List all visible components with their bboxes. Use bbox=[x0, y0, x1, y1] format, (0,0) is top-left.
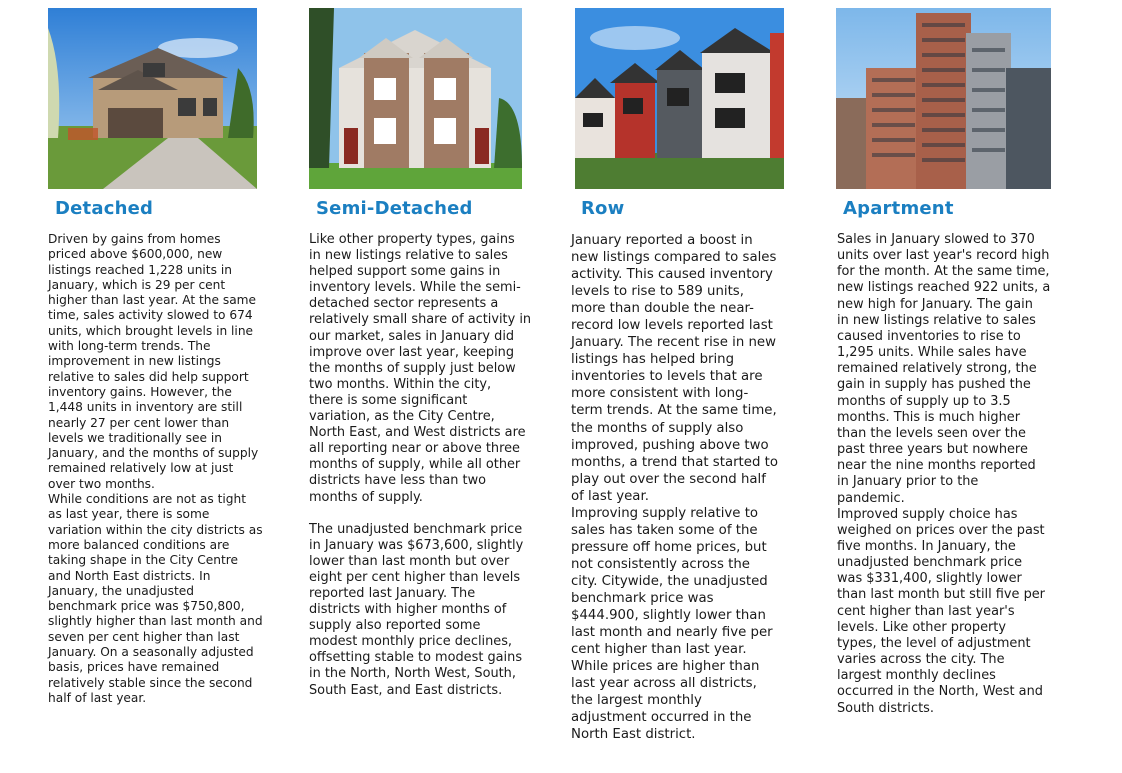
row-paragraph-1: January reported a boost in new listings compared to sales activity. This caused inventory levels to rise to 589 units, more than double the near- record low levels reported last January. The recent rise in new listings has helped bring inventories to levels that are more consistent with long- term trends. At the same time, the months of supply also improved, pushing above two months, a trend that started to play out over the second half of last year. bbox=[571, 233, 778, 504]
apartment-text bbox=[837, 232, 1077, 717]
row-heading: Row bbox=[581, 198, 625, 219]
row-house-photo bbox=[575, 8, 784, 189]
detached-heading: Detached bbox=[55, 198, 154, 219]
semi-detached-heading: Semi-Detached bbox=[316, 198, 473, 219]
row-text bbox=[571, 232, 821, 743]
semi-detached-house-photo bbox=[309, 8, 522, 189]
apartment-paragraph-1: Sales in January slowed to 370 units over last year's record high for the month. At the same time, new listings reached 922 units, a new high for January. The gain in new listings relative to sales caused inventories to rise to 1,295 units. While sales have remained relatively strong, the gain in supply has pushed the months of supply up to 3.5 months. This is much higher than the levels seen over the past three years but nowhere near the nine months reported in January prior to the pandemic. bbox=[837, 232, 1051, 506]
semi-detached-paragraph-1: Like other property types, gains in new listings relative to sales helped support some gains in inventory levels. While the semi- detached sector represents a relatively small share of activity in our market, sales in January did improve over last year, keeping the months of supply just below two months. Within the city, there is some significant variation, as the City Centre, North East, and West districts are all reporting near or above three months of supply, while all other districts have less than two months of supply. bbox=[309, 232, 532, 505]
detached-paragraph-2: While conditions are not as tight as last year, there is some variation within the city districts as more balanced conditions are taking shape in the City Centre and North East districts. In January, the unadjusted benchmark price was $750,800, slightly higher than last month and seven per cent higher than last January. On a seasonally adjusted basis, prices have remained relatively stable since the second half of last year. bbox=[48, 492, 263, 705]
row-paragraph-2: Improving supply relative to sales has taken some of the pressure off home prices, but not consistently across the city. Citywide, the unadjusted benchmark price was $444.900, slightly lower than last month and nearly five per cent higher than last year. While prices are higher than last year across all districts, the largest monthly adjustment occurred in the North East district. bbox=[571, 505, 773, 743]
apartment-building-photo bbox=[836, 8, 1051, 189]
detached-house-photo bbox=[48, 8, 257, 189]
apartment-paragraph-2: Improved supply choice has weighed on prices over the past five months. In January, the unadjusted benchmark price was $331,400, slightly lower than last month but still five per cent higher than last year's levels. Like other property types, the level of adjustment varies across the city. The largest monthly declines occurred in the North, West and South districts. bbox=[837, 506, 1045, 716]
semi-detached-text bbox=[309, 232, 554, 699]
apartment-heading: Apartment bbox=[843, 198, 954, 219]
semi-detached-paragraph-2: The unadjusted benchmark price in January was $673,600, slightly lower than last month but over eight per cent higher than levels reported last January. The districts with higher months of supply also reported some modest monthly price declines, offsetting stable to modest gains in the North, North West, South, South East, and East districts. bbox=[309, 521, 524, 698]
detached-text bbox=[48, 232, 278, 706]
detached-paragraph-1: Driven by gains from homes priced above $600,000, new listings reached 1,228 units in January, which is 29 per cent higher than last year. At the same time, sales activity slowed to 674 units, which brought levels in line with long-term trends. The improvement in new listings relative to sales did help support inventory gains. However, the 1,448 units in inventory are still nearly 27 per cent lower than levels we traditionally see in January, and the months of supply remained relatively low at just over two months. bbox=[48, 232, 259, 491]
